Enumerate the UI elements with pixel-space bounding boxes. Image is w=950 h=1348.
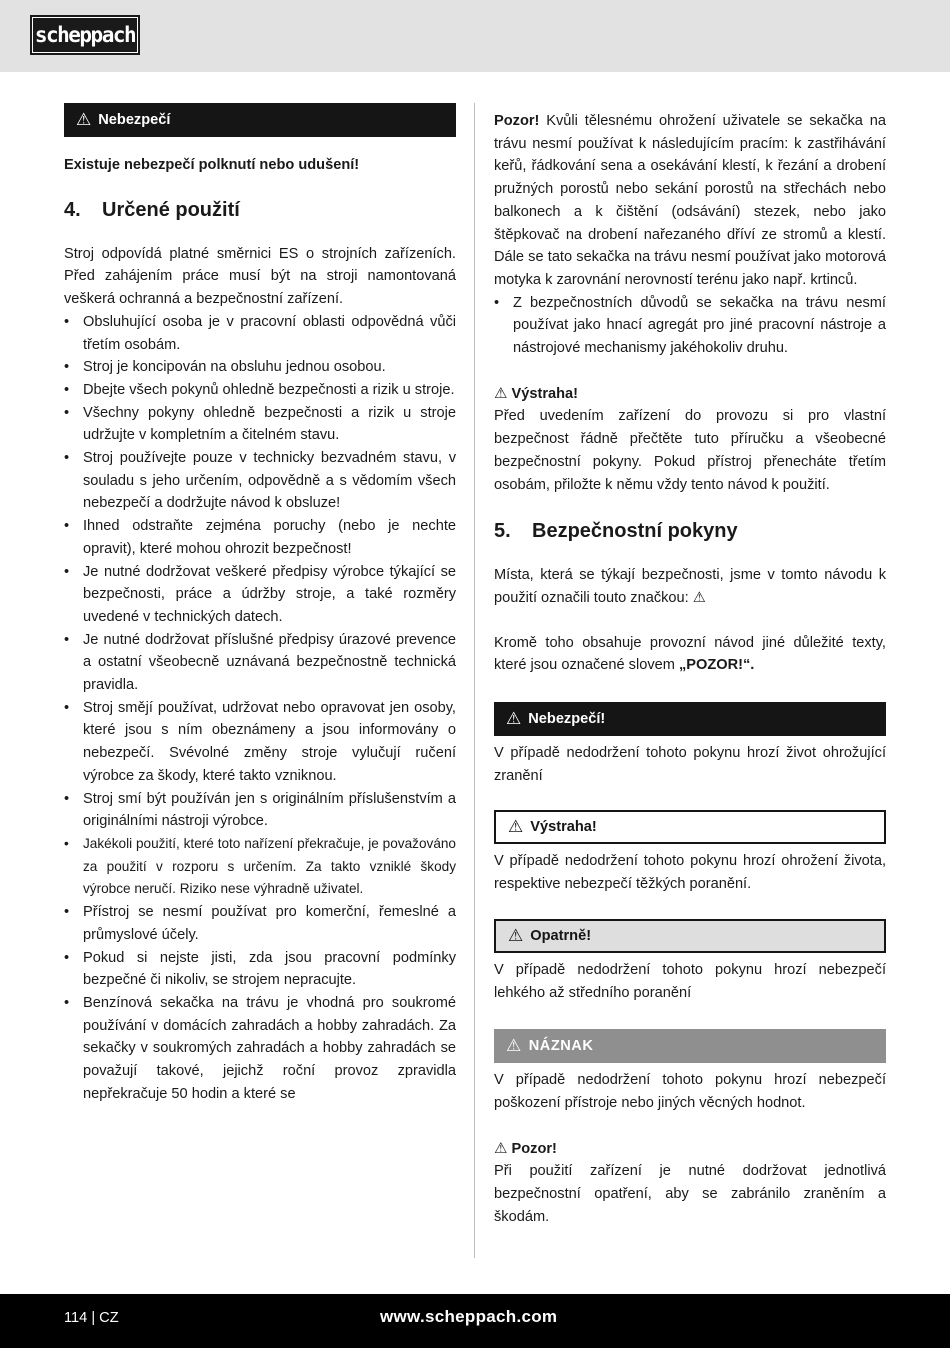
warning-triangle-icon: ⚠ [494, 384, 508, 402]
section-5-title: Bezpečnostní pokyny [532, 520, 738, 543]
warning-level-text: V případě nedodržení tohoto pokynu hrozí ohrožení života, respektive nebezpečí těžkých poranění. [494, 853, 886, 893]
pozor-label: Pozor! [494, 113, 540, 129]
pozor2-label: Pozor! [511, 1140, 557, 1157]
list-item: • Je nutné dodržovat příslušné předpisy úrazové prevence a ostatní všeobecně uznávaná bezpečnostně technická pravidla. [64, 629, 456, 697]
s5-p2-text: Kromě toho obsahuje provozní návod jiné důležité texty, které jsou označené slovem [494, 634, 886, 674]
list-item: • Z bezpečnostních důvodů se sekačka na trávu nesmí používat jako hnací agregát pro jiné pracovní nástroje a nástrojové mechanismy jakéhokoliv druhu. [494, 292, 886, 360]
section-5-number: 5. [494, 520, 511, 543]
section-4-heading [64, 196, 456, 224]
section-5-paragraph-1: Místa, která se týkají bezpečnosti, jsme v tomto návodu k použití označili touto značkou: ⚠ [494, 567, 886, 606]
brand-logo: scheppach [30, 15, 140, 55]
notice-level-box [494, 1029, 886, 1063]
list-item: • Stroj smí být používán jen s originálním příslušenstvím a originálními nástroji výrobce. [64, 788, 456, 833]
right-list [494, 292, 886, 360]
list-item: • Obsluhující osoba je v pracovní oblasti odpovědná vůči třetím osobám. [64, 311, 456, 356]
warning-triangle-icon: ⚠ [76, 109, 92, 129]
warning-triangle-icon: ⚠ [508, 817, 524, 837]
usage-list [64, 311, 456, 1106]
section-5-paragraph-2 [494, 632, 886, 677]
warning-heading [494, 383, 886, 406]
list-item: • Je nutné dodržovat veškeré předpisy výrobce týkající se bezpečnosti, práce a údržby stroje, a také rozměry uvedené v technických datech. [64, 561, 456, 629]
column-divider [474, 103, 475, 1258]
caution-level-box [494, 919, 886, 953]
list-item: • Stroj smějí používat, udržovat nebo opravovat jen osoby, které jsou s ním obeznámeny a jsou informovány o nebezpečí. Svévolné změny stroje vylučují ručení výrobce za škody, které takto vzniknou. [64, 697, 456, 788]
section-5-heading [494, 517, 886, 545]
warning-triangle-icon: ⚠ [506, 708, 522, 728]
danger-level-box [494, 702, 886, 736]
section-4-title: Určené použití [102, 198, 240, 221]
danger-level-label: Nebezpečí! [528, 710, 606, 727]
header-bar [0, 0, 950, 72]
notice-level-text: V případě nedodržení tohoto pokynu hrozí nebezpečí poškození přístroje nebo jiných věcných hodnot. [494, 1072, 886, 1111]
warning-triangle-icon: ⚠ [508, 925, 524, 945]
s5-p2-bold: „POZOR!“. [678, 657, 755, 674]
caution-level-label: Opatrně! [530, 927, 592, 944]
list-item: • Jakékoli použití, které toto nařízení překračuje, je považováno za použití v rozporu s určením. Za takto vzniklé škody výrobce neručí. Riziko nese výhradně uživatel. [64, 833, 456, 901]
list-item: • Ihned odstraňte zejména poruchy (nebo je nechte opravit), které mohou ohrozit bezpečnost! [64, 515, 456, 560]
warning-paragraph: Před uvedením zařízení do provozu si pro vlastní bezpečnost řádně přečtěte tuto příručku a všeobecné bezpečnostní pokyny. Pokud přístroj přenecháte třetím osobám, přiložte k němu vždy tento návod k použití. [494, 408, 886, 493]
danger-text: Existuje nebezpečí polknutí nebo udušení! [64, 157, 360, 173]
list-item: • Přístroj se nesmí používat pro komerční, řemeslné a průmyslové účely. [64, 901, 456, 946]
warning-label: Výstraha! [511, 385, 579, 402]
list-item: • Dbejte všech pokynů ohledně bezpečnosti a rizik u stroje. [64, 379, 456, 402]
left-column [64, 103, 456, 1105]
list-item: • Pokud si nejste jisti, zda jsou pracovní podmínky bezpečné či nikoliv, se strojem nepracujte. [64, 947, 456, 992]
danger-box [64, 103, 456, 137]
danger-level-text: V případě nedodržení tohoto pokynu hrozí život ohrožující zranění [494, 745, 886, 784]
warning-level-label: Výstraha! [530, 819, 597, 836]
list-item: • Stroj je koncipován na obsluhu jednou osobou. [64, 356, 456, 379]
website-link[interactable]: www.scheppach.com [380, 1307, 558, 1326]
page-number: 114 | CZ [64, 1310, 119, 1326]
danger-box-label: Nebezpečí [98, 111, 171, 128]
list-item: • Všechny pokyny ohledně bezpečnosti a rizik u stroje udržujte v kompletním a čitelném stavu. [64, 402, 456, 447]
section-4-number: 4. [64, 198, 81, 221]
warning-level-box [494, 810, 886, 844]
right-column [494, 110, 886, 1229]
warning-triangle-icon: ⚠ [506, 1035, 522, 1055]
footer-bar [0, 1294, 950, 1348]
pozor-text: Kvůli tělesnému ohrožení uživatele se sekačka na trávu nesmí používat k následujícím pracím: k zastřihávání keřů, řádkování sena a osekávání klestí, k řezání a drobení pružných porostů nebo sekání porostů na střechách nebo balkonech a k čištění (odsávání) stezek, nebo jako štěpkovač na drobení nařezaného dříví ze stromů a klestí. Dále se tato sekačka na trávu nesmí používat jako motorová motyka k zarovnání nerovností terénu jako např. krtinců. [494, 113, 886, 288]
caution-level-text: V případě nedodržení tohoto pokynu hrozí nebezpečí lehkého až středního poranění [494, 961, 886, 1001]
pozor2-paragraph: Při použití zařízení je nutné dodržovat jednotlivá bezpečnostní opatření, aby se zabránilo zraněním a škodám. [494, 1163, 886, 1225]
intro-paragraph: Stroj odpovídá platné směrnici ES o strojních zařízeních. Před zahájením práce musí být na stroji namontovaná veškerá ochranná a bezpečnostní zařízení. [64, 245, 456, 308]
list-item: • Benzínová sekačka na trávu je vhodná pro soukromé používání v domácích zahradách a hobby zahradách. Za sekačky v soukromých zahradách a hobby zahradách se považují takové, jejichž roční provoz zpravidla nepřekračuje 50 hodin a které se [64, 992, 456, 1106]
pozor-paragraph [494, 110, 886, 292]
list-item: • Stroj používejte pouze v technicky bezvadném stavu, v souladu s jeho určením, odpovědně a s vědomím všech nebezpečí a dodržujte návod k obsluze! [64, 447, 456, 515]
pozor2-heading [494, 1138, 886, 1161]
notice-level-label: NÁZNAK [528, 1037, 594, 1054]
warning-triangle-icon: ⚠ [494, 1139, 508, 1157]
